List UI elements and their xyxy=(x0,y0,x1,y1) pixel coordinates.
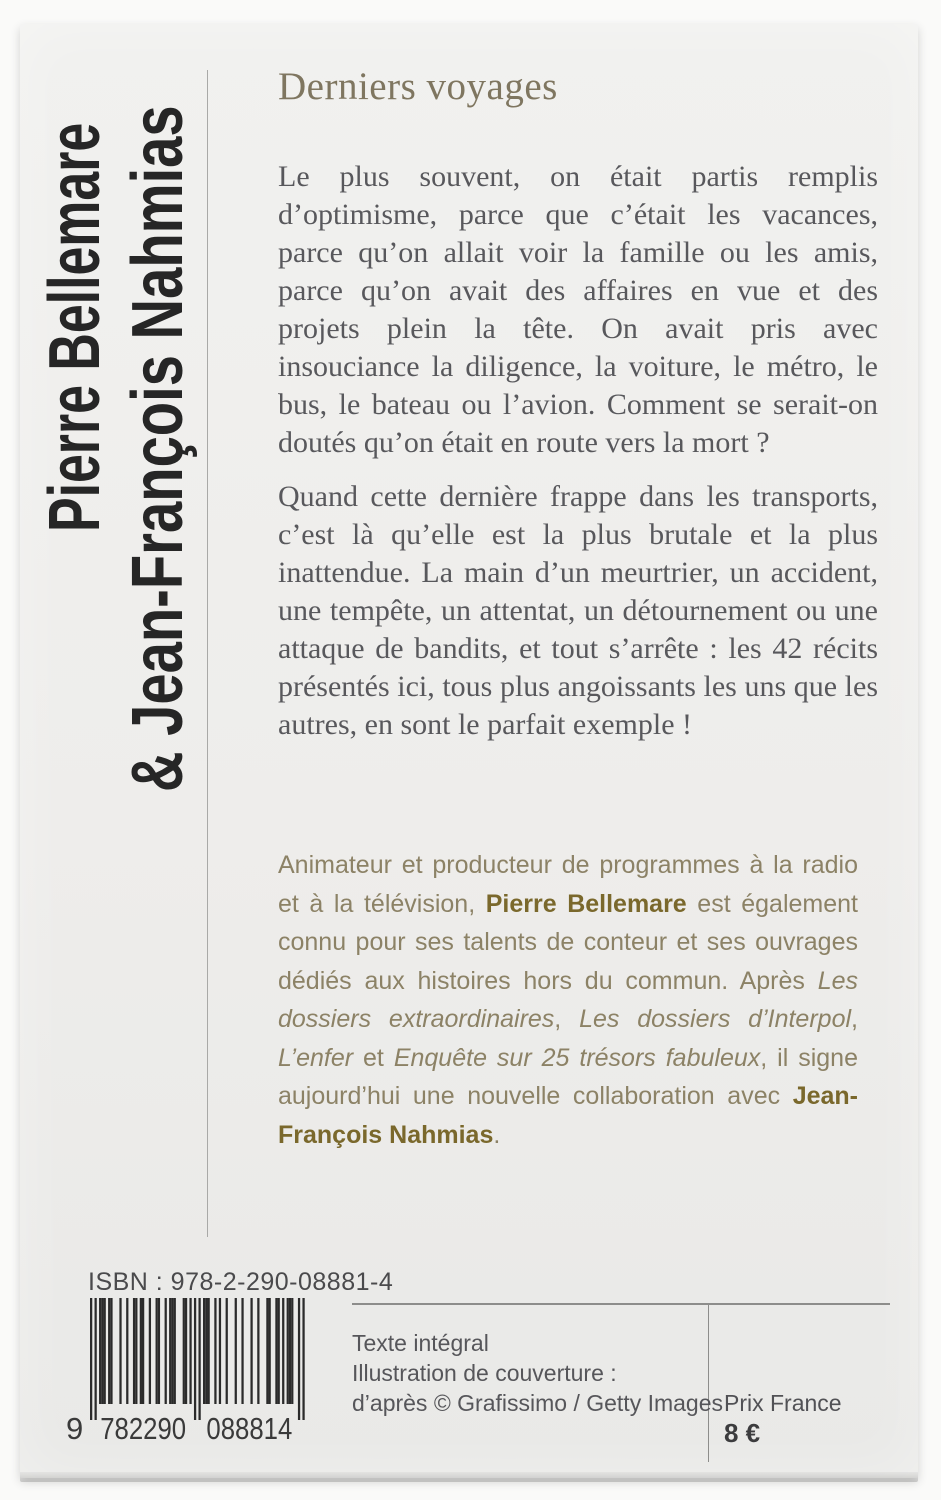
author-name-vertical-bellemare: Pierre Bellemare xyxy=(35,122,115,532)
colophon-block xyxy=(352,1328,723,1418)
blurb-paragraph-1: Le plus souvent, on était partis remplis d’optimisme, parce que c’était les vacances, parce qu’on allait voir la famille ou les amis, parce qu’on avait des affaires en vue et des projets plein la tête. On avait pris avec insouciance la diligence, la voiture, le métro, le bus, le bateau ou l’avion. Comment se serait-on doutés qu’on était en route vers la mort ? xyxy=(278,160,878,459)
bio-segment-italic: Les dossiers extraordinaires xyxy=(278,966,858,1033)
price-label: Prix France xyxy=(724,1390,842,1416)
book-bottom-edge-shadow xyxy=(20,1472,918,1482)
bio-segment-italic: Enquête sur 25 trésors fabuleux xyxy=(393,1043,761,1072)
colophon-line-credit: d’après © Grafissimo / Getty Images xyxy=(352,1390,724,1416)
ean13-barcode xyxy=(60,1298,316,1448)
bio-segment-normal: . xyxy=(493,1120,501,1149)
colophon-line-illustration: Illustration de couverture : xyxy=(352,1360,617,1386)
bio-segment-bold: Pierre Bellemare xyxy=(485,889,687,918)
bio-segment-normal: et xyxy=(353,1043,394,1072)
authors-bio-paragraph xyxy=(278,846,858,1154)
price-block xyxy=(724,1388,842,1448)
author-name-vertical-nahmias: & Jean-François Nahmias xyxy=(118,105,198,793)
isbn-label: ISBN : 978-2-290-08881-4 xyxy=(88,1268,394,1296)
bio-segment-bold: Jean-François Nahmias xyxy=(278,1082,858,1149)
blurb-paragraph-2: Quand cette dernière frappe dans les transports, c’est là qu’elle est la plus brutale et la plus inattendue. La main d’un meurtrier, un accident, une tempête, un attentat, un détournement ou une attaque de bandits, et tout s’arrête : les 42 récits présentés ici, tous plus angoissants les uns que les autres, en sont le parfait exemple ! xyxy=(278,480,878,741)
bio-segment-italic: L’enfer xyxy=(278,1043,354,1072)
bio-segment-italic: Les dossiers d’Interpol xyxy=(579,1005,852,1033)
price-value: 8 € xyxy=(724,1418,761,1448)
svg-text:9: 9 xyxy=(66,1411,84,1446)
bio-segment-normal: , il signe aujourd’hui une nouvelle collaboration avec xyxy=(278,1043,858,1110)
svg-text:088814: 088814 xyxy=(206,1411,293,1446)
bio-segment-normal: , xyxy=(851,1005,858,1033)
svg-text:782290: 782290 xyxy=(100,1411,187,1446)
authors-divider-line xyxy=(207,70,208,1237)
colophon-top-rule xyxy=(352,1303,890,1305)
bio-segment-normal: Animateur et producteur de programmes à la radio et à la télévision, xyxy=(278,851,858,918)
bio-segment-normal: , xyxy=(554,1005,580,1033)
colophon-line-texte-integral: Texte intégral xyxy=(352,1330,489,1356)
bio-segment-normal: est également connu pour ses talents de conteur et ses ouvrages dédiés aux histoires hors du commun. Après xyxy=(278,889,858,995)
book-title: Derniers voyages xyxy=(278,65,558,108)
